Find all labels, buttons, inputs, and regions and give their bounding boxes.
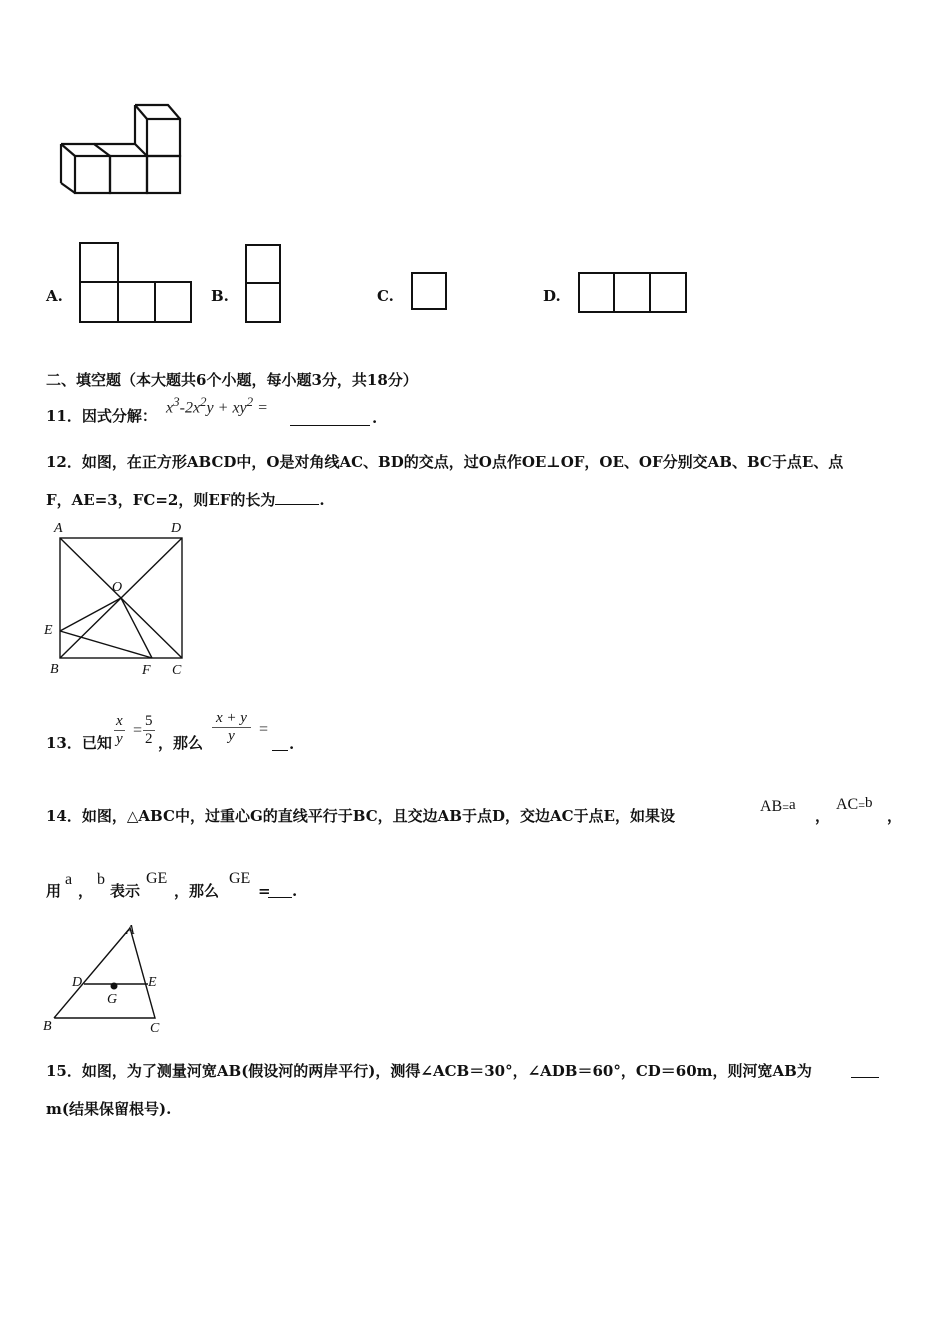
q14-sep2: ， (887, 807, 903, 825)
option-d-figure (577, 271, 689, 315)
option-c-label: C. (377, 287, 394, 305)
q14-ac-vector: AC=b (836, 795, 873, 813)
option-b-figure (244, 243, 284, 325)
option-d-label: D. (543, 287, 561, 305)
q13-end: . (289, 735, 295, 753)
label-d: D (72, 975, 83, 990)
q13-eq1: = (132, 722, 143, 739)
q13-frac3: $\frac{x + y}{y}$ (212, 710, 251, 745)
q14-use: 用 (46, 882, 62, 900)
section-heading: 二、填空题（本大题共6个小题，每小题3分，共18分） (46, 371, 418, 389)
q14-eq: = (258, 882, 271, 900)
q12-answer-blank[interactable] (275, 490, 319, 505)
label-f: F (142, 663, 151, 678)
q13-frac1: $\frac{x}{y}$ (116, 713, 123, 747)
q14-then: ，那么 (174, 882, 220, 900)
label-d: D (171, 521, 182, 536)
label-a: A (126, 923, 135, 938)
q14-a-symbol: a (65, 871, 73, 888)
label-g: G (107, 992, 118, 1007)
q14-ab-vector: AB=a (760, 797, 796, 815)
q13-eq2: = (258, 721, 269, 738)
label-c: C (150, 1021, 160, 1036)
q13-frac2: $\frac{5}{2}$ (145, 713, 153, 747)
centroid-point (111, 983, 118, 990)
label-c: C (172, 663, 182, 678)
option-b-label: B. (211, 287, 229, 305)
q14-b-symbol: b (97, 871, 105, 888)
q11-end: . (372, 409, 378, 427)
label-e: E (44, 623, 53, 638)
q14-ge-vector-2: GE (229, 870, 251, 887)
label-o: O (112, 580, 123, 595)
q14-sep1: ， (815, 807, 831, 825)
q14-line1: 14．如图，△ABC中，过重心G的直线平行于BC，且交边AB于点D，交边AC于点E，如果设 (46, 807, 675, 825)
q14-ge-vector: GE (146, 870, 168, 887)
q12-line2: F，AE=3，FC=2，则EF的长为 . (46, 491, 325, 509)
q15-answer-blank[interactable] (851, 1077, 879, 1078)
q11-text: 因式分解： (81, 407, 157, 425)
cube-stack-figure (55, 100, 190, 200)
label-e: E (148, 975, 157, 990)
q15-line2: m(结果保留根号). (46, 1100, 172, 1118)
question-11 (46, 406, 157, 426)
label-a: A (54, 521, 63, 536)
option-a-label: A. (46, 287, 63, 305)
triangle-abc-figure (40, 918, 170, 1038)
q13-mid: ，那么 (158, 734, 204, 752)
label-b: B (50, 662, 59, 677)
q14-represent: 表示 (110, 882, 141, 900)
label-b: B (43, 1019, 52, 1034)
q14-answer-blank[interactable] (268, 897, 292, 898)
q11-formula: $x^3-2x^2y + xy^2$ = (166, 394, 268, 417)
q14-end: . (292, 882, 298, 900)
q13-answer-blank[interactable] (272, 750, 288, 751)
option-a-figure (78, 241, 194, 325)
square-abcd-figure (42, 518, 192, 682)
q13-prefix: 13．已知 (46, 734, 112, 752)
option-c-figure (410, 271, 450, 313)
q11-number: 11． (46, 407, 82, 425)
q15-line1: 15．如图，为了测量河宽AB(假设河的两岸平行)，测得∠ACB＝30°，∠ADB＝60°，CD＝60m，则河宽AB为 (46, 1062, 812, 1080)
q12-line1: 12．如图，在正方形ABCD中，O是对角线AC、BD的交点，过O点作OE⊥OF，OE、OF分别交AB、BC于点E、点 (46, 453, 844, 471)
q14-comma: ， (78, 882, 94, 900)
q11-answer-blank[interactable] (290, 425, 370, 426)
